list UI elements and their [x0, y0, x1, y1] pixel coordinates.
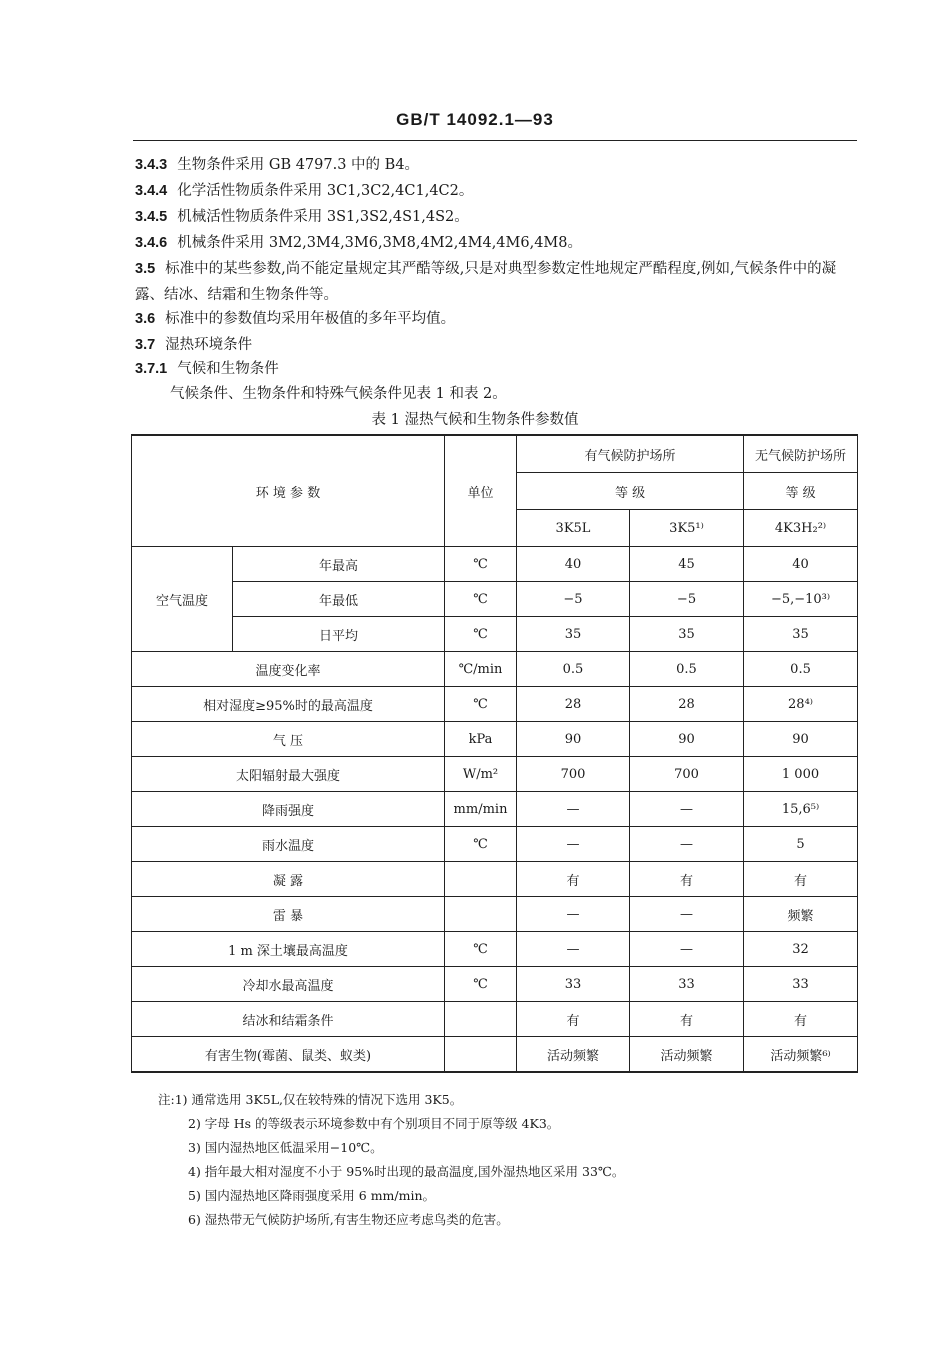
- param-cell: 1 m 深土壤最高温度: [132, 932, 445, 967]
- value-cell: —: [630, 827, 744, 862]
- value-cell: 5: [744, 827, 858, 862]
- value-cell: —: [517, 827, 630, 862]
- note-item: 5) 国内湿热地区降雨强度采用 6 mm/min。: [188, 1188, 436, 1203]
- document-header: GB/T 14092.1—93: [396, 110, 554, 129]
- header-grade: 等 级: [744, 473, 858, 510]
- value-cell: —: [517, 792, 630, 827]
- unit-cell: ℃: [445, 617, 517, 652]
- unit-cell: ℃: [445, 547, 517, 582]
- value-cell: 40: [744, 547, 858, 582]
- value-cell: 有: [744, 1002, 858, 1037]
- param-cell: 气 压: [132, 722, 445, 757]
- value-cell: 有: [517, 862, 630, 897]
- value-cell: 33: [630, 967, 744, 1002]
- value-cell: 28: [517, 687, 630, 722]
- value-cell: 90: [517, 722, 630, 757]
- param-cell: 年最高: [233, 547, 445, 582]
- param-cell: 凝 露: [132, 862, 445, 897]
- param-cell: 日平均: [233, 617, 445, 652]
- value-cell: 有: [744, 862, 858, 897]
- clause-text: 标准中的参数值均采用年极值的多年平均值。: [165, 311, 456, 327]
- table-row: [132, 1037, 858, 1073]
- table-row: [132, 582, 858, 617]
- unit-cell: kPa: [445, 722, 517, 757]
- value-cell: 0.5: [517, 652, 630, 687]
- param-cell: 太阳辐射最大强度: [132, 757, 445, 792]
- value-cell: 33: [517, 967, 630, 1002]
- value-cell: —: [630, 932, 744, 967]
- unit-cell: W/m²: [445, 757, 517, 792]
- note-item: 2) 字母 Hs 的等级表示环境参数中有个别项目不同于原等级 4K3。: [188, 1116, 560, 1131]
- unit-cell: mm/min: [445, 792, 517, 827]
- table-row: [132, 547, 858, 582]
- clause-text: 湿热环境条件: [165, 337, 253, 353]
- header-class-4k3h: 4K3H₂²⁾: [744, 510, 858, 547]
- clause-number: 3.4.4: [135, 183, 168, 199]
- clause-number: 3.4.6: [135, 235, 168, 251]
- table-notes: [158, 1088, 858, 1232]
- unit-cell: [445, 897, 517, 932]
- environment-parameters-table: [131, 434, 858, 1073]
- value-cell: −5: [517, 582, 630, 617]
- table-row: [132, 652, 858, 687]
- clause-number: 3.5: [135, 261, 156, 277]
- clause-3-4-5: [135, 204, 861, 230]
- header-class-3k5: 3K5¹⁾: [630, 510, 744, 547]
- table-caption: 表 1 湿热气候和生物条件参数值: [371, 412, 579, 428]
- value-cell: 频繁: [744, 897, 858, 932]
- param-cell: 相对湿度≥95%时的最高温度: [132, 687, 445, 722]
- header-unprotected-site: 无气候防护场所: [744, 435, 858, 473]
- table-row: [132, 722, 858, 757]
- note-item: 4) 指年最大相对湿度不小于 95%时出现的最高温度,国外湿热地区采用 33℃。: [188, 1164, 625, 1179]
- value-cell: 40: [517, 547, 630, 582]
- clause-text: 气候和生物条件: [177, 361, 279, 377]
- table-row: [132, 932, 858, 967]
- clause-3-4-6: [135, 230, 861, 256]
- value-cell: —: [517, 897, 630, 932]
- unit-cell: ℃: [445, 687, 517, 722]
- header-rule: [133, 140, 857, 141]
- value-cell: 700: [630, 757, 744, 792]
- param-cell: 温度变化率: [132, 652, 445, 687]
- header-env-param: 环 境 参 数: [132, 435, 445, 547]
- header-class-3k5l: 3K5L: [517, 510, 630, 547]
- clause-text: 机械条件采用 3M2,3M4,3M6,3M8,4M2,4M4,4M6,4M8。: [177, 235, 583, 251]
- value-cell: 33: [744, 967, 858, 1002]
- value-cell: 活动频繁: [630, 1037, 744, 1073]
- note-item: 注:1) 通常选用 3K5L,仅在较特殊的情况下选用 3K5。: [158, 1092, 463, 1107]
- value-cell: 有: [517, 1002, 630, 1037]
- value-cell: 700: [517, 757, 630, 792]
- clause-number: 3.4.3: [135, 157, 168, 173]
- clause-number: 3.7.1: [135, 361, 168, 377]
- clause-3-4-4: [135, 178, 861, 204]
- clause-number: 3.7: [135, 337, 156, 353]
- param-cell: 雷 暴: [132, 897, 445, 932]
- table-header-row: [132, 435, 858, 473]
- clause-text: 生物条件采用 GB 4797.3 中的 B4。: [177, 157, 420, 173]
- value-cell: 有: [630, 862, 744, 897]
- value-cell: −5: [630, 582, 744, 617]
- clause-text: 化学活性物质条件采用 3C1,3C2,4C1,4C2。: [177, 183, 474, 199]
- unit-cell: [445, 862, 517, 897]
- table-row: [132, 757, 858, 792]
- clause-3-4-3: [135, 152, 861, 178]
- value-cell: 90: [630, 722, 744, 757]
- table-row: [132, 967, 858, 1002]
- value-cell: 45: [630, 547, 744, 582]
- value-cell: −5,−10³⁾: [744, 582, 858, 617]
- value-cell: 活动频繁⁶⁾: [744, 1037, 858, 1073]
- air-temp-label: 空气温度: [132, 547, 233, 652]
- header-unit: 单位: [445, 435, 517, 547]
- clause-3-7: [135, 332, 861, 358]
- clause-3-7-1: [135, 356, 861, 382]
- param-cell: 年最低: [233, 582, 445, 617]
- value-cell: 35: [630, 617, 744, 652]
- table-row: [132, 792, 858, 827]
- table-row: [132, 862, 858, 897]
- value-cell: 28: [630, 687, 744, 722]
- clause-3-6: [135, 306, 861, 332]
- note-item: 6) 湿热带无气候防护场所,有害生物还应考虑鸟类的危害。: [188, 1212, 509, 1227]
- clause-text: 机械活性物质条件采用 3S1,3S2,4S1,4S2。: [177, 209, 469, 225]
- clause-number: 3.4.5: [135, 209, 168, 225]
- value-cell: 15,6⁵⁾: [744, 792, 858, 827]
- unit-cell: ℃: [445, 827, 517, 862]
- clause-text: 标准中的某些参数,尚不能定量规定其严酷等级,只是对典型参数定性地规定严酷程度,例如,气候条件中的凝露、结冰、结霜和生物条件等。: [135, 261, 837, 303]
- unit-cell: [445, 1002, 517, 1037]
- value-cell: 活动频繁: [517, 1037, 630, 1073]
- table-reference-paragraph: 气候条件、生物条件和特殊气候条件见表 1 和表 2。: [170, 386, 507, 402]
- table-row: [132, 687, 858, 722]
- note-item: 3) 国内湿热地区低温采用−10℃。: [188, 1140, 383, 1155]
- param-cell: 冷却水最高温度: [132, 967, 445, 1002]
- value-cell: 90: [744, 722, 858, 757]
- value-cell: 28⁴⁾: [744, 687, 858, 722]
- value-cell: 0.5: [744, 652, 858, 687]
- value-cell: —: [517, 932, 630, 967]
- param-cell: 雨水温度: [132, 827, 445, 862]
- clause-number: 3.6: [135, 311, 156, 327]
- table-row: [132, 1002, 858, 1037]
- value-cell: 0.5: [630, 652, 744, 687]
- header-grade: 等 级: [517, 473, 744, 510]
- value-cell: —: [630, 897, 744, 932]
- value-cell: 有: [630, 1002, 744, 1037]
- header-protected-site: 有气候防护场所: [517, 435, 744, 473]
- table-row: [132, 897, 858, 932]
- unit-cell: ℃: [445, 582, 517, 617]
- unit-cell: ℃: [445, 967, 517, 1002]
- clause-3-5: [135, 256, 861, 308]
- unit-cell: ℃/min: [445, 652, 517, 687]
- value-cell: 35: [517, 617, 630, 652]
- value-cell: 35: [744, 617, 858, 652]
- param-cell: 有害生物(霉菌、鼠类、蚁类): [132, 1037, 445, 1073]
- value-cell: —: [630, 792, 744, 827]
- param-cell: 结冰和结霜条件: [132, 1002, 445, 1037]
- value-cell: 32: [744, 932, 858, 967]
- table-row: [132, 827, 858, 862]
- unit-cell: [445, 1037, 517, 1073]
- unit-cell: ℃: [445, 932, 517, 967]
- param-cell: 降雨强度: [132, 792, 445, 827]
- value-cell: 1 000: [744, 757, 858, 792]
- table-row: [132, 617, 858, 652]
